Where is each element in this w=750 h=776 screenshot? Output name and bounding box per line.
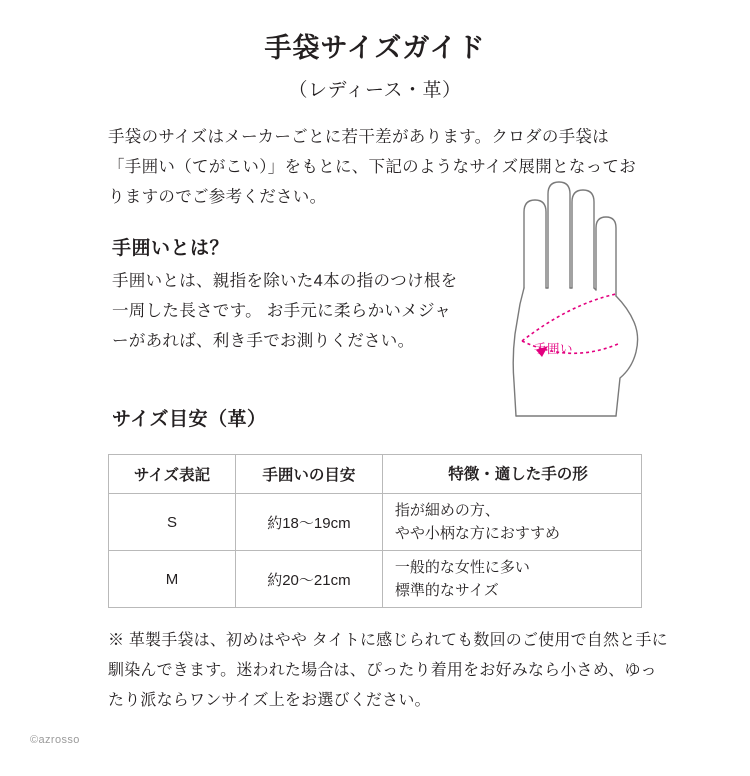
column-header-measure: 手囲いの目安: [235, 455, 382, 494]
cell-size: S: [109, 494, 236, 551]
column-header-feature: 特徴・適した手の形: [382, 455, 641, 494]
cell-measure: 約18〜19cm: [235, 494, 382, 551]
cell-size: M: [109, 551, 236, 608]
cell-feature-line1: 指が細めの方、: [394, 502, 500, 519]
hand-illustration: [470, 176, 685, 441]
cell-feature: [382, 551, 641, 608]
cell-feature-line2: 標準的なサイズ: [394, 582, 499, 599]
page-title: 手袋サイズガイド: [264, 33, 486, 63]
credit-text: ©azrosso: [30, 734, 80, 746]
size-guide-page: [0, 26, 750, 776]
table-row: [109, 551, 642, 608]
measure-label: 手囲い: [534, 342, 574, 356]
page-subtitle: （レディース・革）: [288, 80, 462, 101]
cell-feature-line1: 一般的な女性に多い: [394, 559, 530, 576]
size-table: [108, 454, 642, 608]
intro-paragraph: 手袋のサイズはメーカーごとに若干差があります。クロダの手袋は「手囲い（てがこい）」をもとに、下記のようなサイズ展開となっておりますのでご参考ください。: [108, 128, 637, 206]
column-header-size: サイズ表記: [109, 455, 236, 494]
cell-measure: 約20〜21cm: [235, 551, 382, 608]
cell-feature: [382, 494, 641, 551]
section-heading-tegakoi: 手囲いとは？: [112, 238, 230, 259]
table-row: [109, 494, 642, 551]
table-header-row: [109, 455, 642, 494]
section-body-tegakoi: 手囲いとは、親指を除いた4本の指のつけ根を一周した長さです。 お手元に柔らかいメジャーがあれば、利き手でお測りください。: [112, 272, 458, 350]
section-heading-size-guide: サイズ目安（革）: [112, 409, 267, 430]
footnote: ※ 革製手袋は、初めはやや タイトに感じられても数回のご使用で自然と手に馴染んできます。迷われた場合は、ぴったり着用をお好みなら小さめ、ゆったり派ならワンサイズ上をお選びください。: [108, 632, 668, 709]
cell-feature-line2: やや小柄な方におすすめ: [394, 525, 561, 542]
